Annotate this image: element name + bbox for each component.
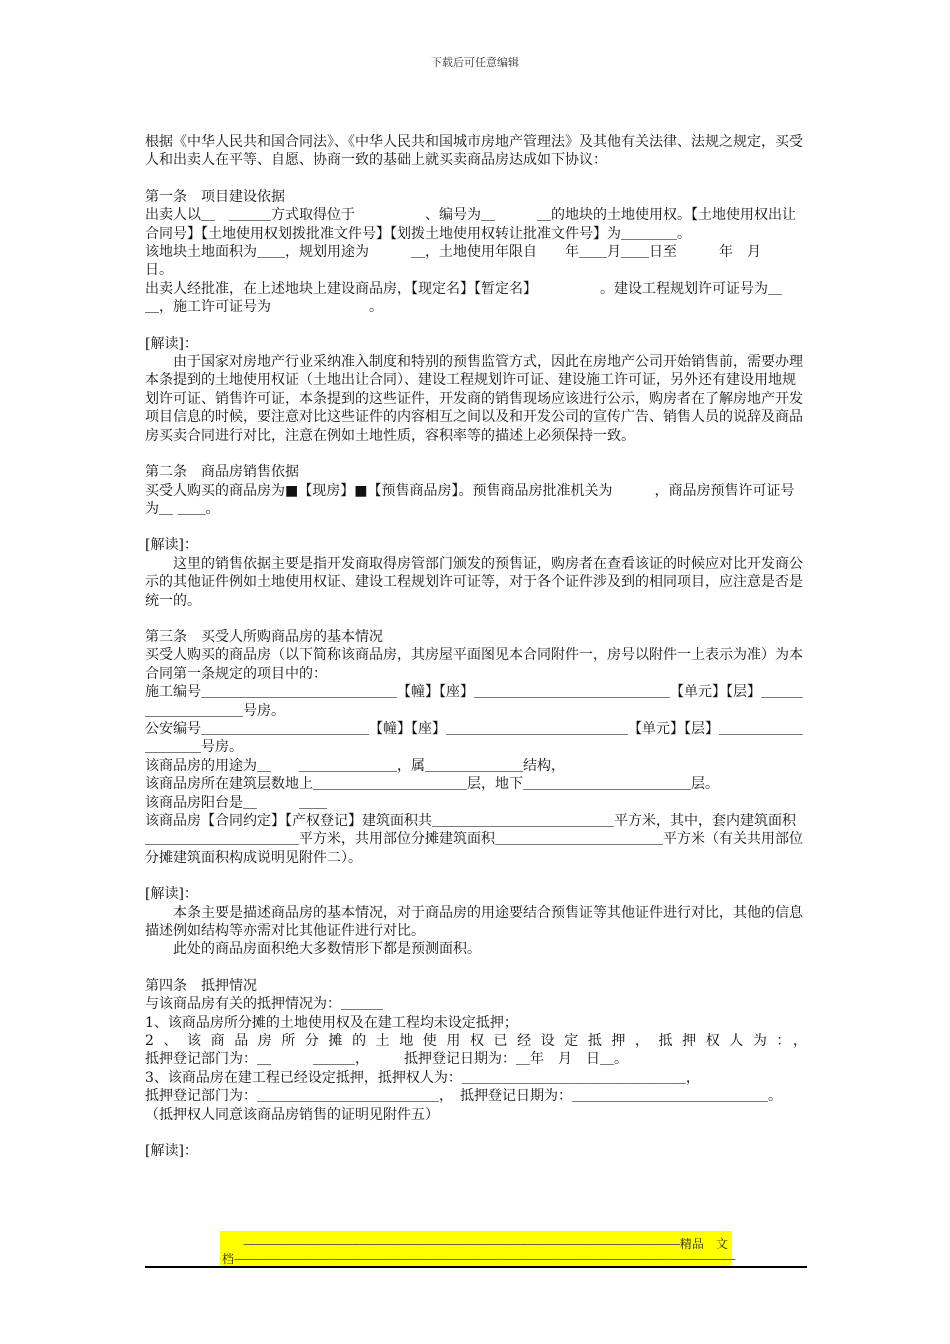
reading-3-text-2: 此处的商品房面积绝大多数情形下都是预测面积。 xyxy=(173,941,481,958)
article-4-line-3: 2、该商品房所分摊的土地使用权已经设定抵押，抵押权人为：， xyxy=(145,1033,807,1050)
reading-2-text: 这里的销售依据主要是指开发商取得房管部门颁发的预售证，购房者在查看该证的时候应对比开发商公示的其他证件例如土地使用权证、建设工程规划许可证等，对于各个证件涉及到的相同项目，应注意是否是统一的。 xyxy=(145,555,803,609)
article-4-title: 第四条 抵押情况 xyxy=(145,977,257,994)
footer-dashes-2: -------------------------------------------------------------------------------------------------------------------------------------------------------------------- xyxy=(234,1252,735,1266)
article-3-line-5: 该商品房所在建筑层数地上＿＿＿＿＿＿＿＿＿＿＿层，地下＿＿＿＿＿＿＿＿＿＿＿＿层。 xyxy=(145,776,719,793)
article-2-line-1: 买受人购买的商品房为■【现房】■【预售商品房】。预售商品房批准机关为 ，商品房预售许可证号为＿ ＿＿。 xyxy=(145,482,795,517)
article-4-line-5: 3、该商品房在建工程已经设定抵押，抵押权人为：＿＿＿＿＿＿＿＿＿＿＿＿＿＿＿＿， xyxy=(145,1069,700,1086)
article-3-line-3: 公安编号＿＿＿＿＿＿＿＿＿＿＿＿【幢】【座】＿＿＿＿＿＿＿＿＿＿＿＿＿【单元】【层】＿＿＿＿＿＿＿＿＿＿号房。 xyxy=(145,720,803,756)
reading-3-text-1: 本条主要是描述商品房的基本情况，对于商品房的用途要结合预售证等其他证件进行对比，其他的信息描述例如结构等亦需对比其他证件进行对比。 xyxy=(145,904,803,940)
article-3-line-7: 该商品房【合同约定】【产权登记】建筑面积共＿＿＿＿＿＿＿＿＿＿＿＿＿平方米，其中，套内建筑面积＿＿＿＿＿＿＿＿＿＿＿平方米，共用部位分摊建筑面积＿＿＿＿＿＿＿＿＿＿＿＿平方米（有关共用部位分摊建筑面积构成说明见附件二）。 xyxy=(145,813,803,866)
article-2-title: 第二条 商品房销售依据 xyxy=(145,464,299,481)
article-4-line-1: 与该商品房有关的抵押情况为：＿＿＿ xyxy=(145,996,383,1013)
article-3-title: 第三条 买受人所购商品房的基本情况 xyxy=(145,628,383,645)
page-header: 下载后可任意编辑 xyxy=(431,56,519,69)
article-4-line-7: （抵押权人同意该商品房销售的证明见附件五） xyxy=(145,1106,439,1123)
reading-4-label: [解读]： xyxy=(145,1143,198,1160)
article-1-line-3: 出卖人经批准，在上述地块上建设商品房，【现定名】【暂定名】 。建设工程规划许可证号为＿＿，施工许可证号为 。 xyxy=(145,280,782,316)
article-4-line-2: 1、该商品房所分摊的土地使用权及在建工程均未设定抵押； xyxy=(145,1014,518,1031)
article-4-line-4: 抵押登记部门为：＿ ＿＿＿， 抵押登记日期为：＿年 月 日＿。 xyxy=(145,1051,628,1068)
footer-rule xyxy=(145,1266,807,1268)
intro-paragraph: 根据《中华人民共和国合同法》、《中华人民共和国城市房地产管理法》及其他有关法律、法规之规定，买受人和出卖人在平等、自愿、协商一致的基础上就买卖商品房达成如下协议： xyxy=(145,134,803,169)
footer-text-1: 精品 文 xyxy=(679,1237,728,1251)
reading-1-label: [解读]： xyxy=(145,335,198,352)
article-1-title: 第一条 项目建设依据 xyxy=(145,188,285,205)
article-1-line-1: 出卖人以＿ ＿＿＿方式取得位于 、编号为＿ ＿的地块的土地使用权。【土地使用权出让合同号】【土地使用权划拨批准文件号】【划拨土地使用权转让批准文件号】为＿＿＿＿。 xyxy=(145,207,796,242)
article-3-line-2: 施工编号＿＿＿＿＿＿＿＿＿＿＿＿＿＿【幢】【座】＿＿＿＿＿＿＿＿＿＿＿＿＿＿【单元】【层】＿＿＿＿＿＿＿＿＿＿号房。 xyxy=(145,684,803,719)
reading-3-label: [解读]： xyxy=(145,886,198,903)
reading-1-text: 由于国家对房地产行业采纳准入制度和特别的预售监管方式，因此在房地产公司开始销售前，需要办理本条提到的土地使用权证（土地出让合同）、建设工程规划许可证、建设施工许可证，另外还有建设用地规划许可证、销售许可证，本条提到的这些证件，开发商的销售现场应该进行公示，购房者在了解房地产开发项目信息的时候，要注意对比这些证件的内容相互之间以及和开发公司的宣传广告、销售人员的说辞及商品房买卖合同进行对比，注意在例如土地性质，容积率等的描述上必须保持一致。 xyxy=(145,354,803,444)
footer-dashes-1: ----------------------------------------------------------------------------------------------------------------------------------------------- xyxy=(243,1237,680,1251)
article-3-line-1: 买受人购买的商品房（以下简称该商品房，其房屋平面图见本合同附件一，房号以附件一上表示为准）为本合同第一条规定的项目中的： xyxy=(145,647,803,682)
contract-body xyxy=(145,133,807,1161)
article-4-line-6: 抵押登记部门为：＿＿＿＿＿＿＿＿＿＿＿＿＿， 抵押登记日期为：＿＿＿＿＿＿＿＿＿＿＿＿＿＿。 xyxy=(145,1088,782,1105)
footer-line-2 xyxy=(222,1250,735,1267)
reading-2-label: [解读]： xyxy=(145,537,198,554)
article-3-line-4: 该商品房的用途为＿ ＿＿＿＿＿＿＿，属＿＿＿＿＿＿＿结构， xyxy=(145,757,565,774)
article-3-line-6: 该商品房阳台是＿ ＿＿ xyxy=(145,794,327,811)
article-1-line-2: 该地块土地面积为＿＿，规划用途为 ＿，土地使用年限自 年＿＿月＿＿日至 年 月 日。 xyxy=(145,244,789,279)
footer-text-2: 档 xyxy=(222,1252,235,1266)
